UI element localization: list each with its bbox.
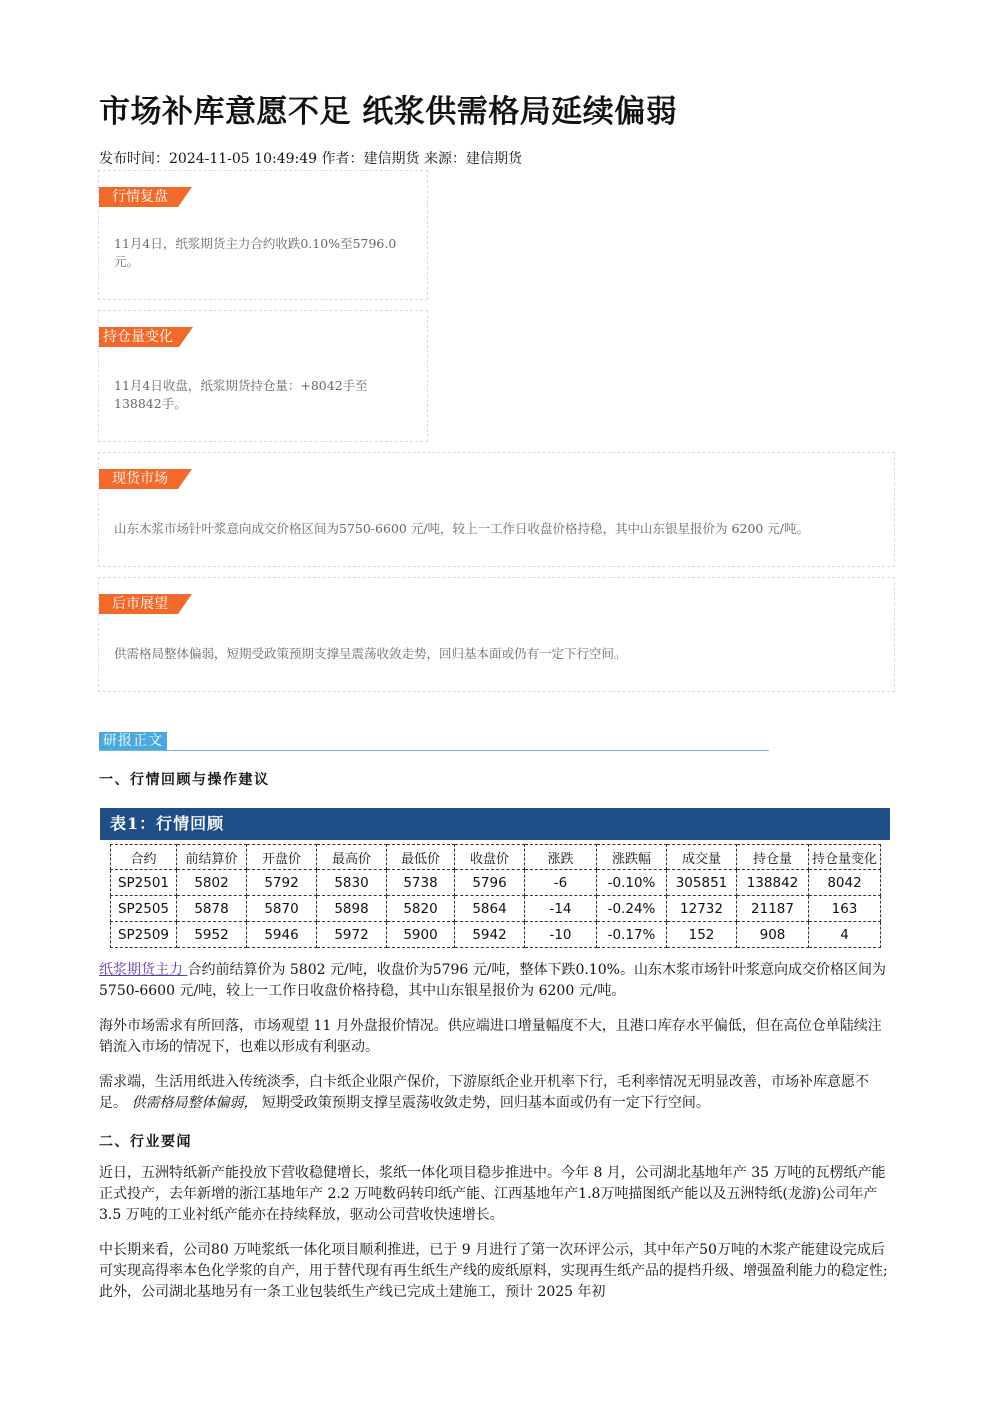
article-meta: 发布时间：2024-11-05 10:49:49 作者：建信期货 来源：建信期货: [99, 151, 522, 167]
table-caption: 表1：行情回顾: [100, 808, 890, 840]
table-row: [111, 870, 881, 896]
table-cell: 8042: [809, 870, 881, 896]
header-contract: 合约: [111, 845, 177, 870]
table-cell: 5796: [455, 870, 525, 896]
table-cell: 5870: [247, 896, 317, 922]
table-row: [111, 922, 881, 948]
header-oi-change: 持仓量变化: [809, 845, 881, 870]
table-cell: 5878: [177, 896, 247, 922]
header-change-pct: 涨跌幅: [597, 845, 667, 870]
table-cell: -0.24%: [597, 896, 667, 922]
summary-box-market-review: [98, 170, 428, 300]
table-cell: 5820: [387, 896, 455, 922]
summary-text-outlook: 供需格局整体偏弱，短期受政策预期支撑呈震荡收敛走势，回归基本面或仍有一定下行空间。: [114, 646, 627, 661]
table-cell: 5952: [177, 922, 247, 948]
paragraph-demand: [99, 1072, 891, 1114]
header-close: 收盘价: [455, 845, 525, 870]
table-cell: 152: [667, 922, 737, 948]
paragraph-industry-news-1: 近日，五洲特纸新产能投放下营收稳健增长，浆纸一体化项目稳步推进中。今年 8 月，公司湖北基地年产 35 万吨的瓦楞纸产能正式投产，去年新增的浙江基地年产 2.2 万吨数码转印纸产能、江西基地年产1.8万吨描图纸产能以及五洲特纸(龙游)公司年产3.5 万吨的工业衬纸产能亦在持续释放，驱动公司营收快速增长。: [99, 1165, 886, 1223]
quotes-table: [110, 844, 881, 948]
header-volume: 成交量: [667, 845, 737, 870]
table-row: [111, 896, 881, 922]
table-cell: 5946: [247, 922, 317, 948]
summary-box-outlook: [98, 577, 895, 692]
table-cell: SP2501: [111, 870, 177, 896]
table-cell: 5898: [317, 896, 387, 922]
section2-title: 二、行业要闻: [99, 1134, 192, 1150]
paragraph-industry-news-2: 中长期来看，公司80 万吨浆纸一体化项目顺利推进，已于 9 月进行了第一次环评公示，其中年产50万吨的木浆产能建设完成后可实现高得率本色化学浆的自产，用于替代现有再生纸生产线的废纸原料，实现再生纸产品的提档升级、增强盈利能力的稳定性;此外，公司湖北基地另有一条工业包装纸生产线已完成土建施工，预计 2025 年初: [99, 1242, 888, 1300]
header-low: 最低价: [387, 845, 455, 870]
table-cell: 305851: [667, 870, 737, 896]
header-change: 涨跌: [525, 845, 597, 870]
summary-text-spot-market: 山东木浆市场针叶浆意向成交价格区间为5750-6600 元/吨，较上一工作日收盘价格持稳，其中山东银星报价为 6200 元/吨。: [114, 521, 810, 536]
table-cell: 908: [737, 922, 809, 948]
table-cell: -10: [525, 922, 597, 948]
header-open-interest: 持仓量: [737, 845, 809, 870]
table-cell: 4: [809, 922, 881, 948]
summary-tag-spot-market: 现货市场: [99, 469, 178, 489]
table-cell: -0.10%: [597, 870, 667, 896]
table-cell: 5792: [247, 870, 317, 896]
table-cell: 5802: [177, 870, 247, 896]
summary-box-spot-market: [98, 452, 895, 567]
pulp-futures-link[interactable]: 纸浆期货主力: [99, 962, 188, 978]
table-cell: 163: [809, 896, 881, 922]
header-high: 最高价: [317, 845, 387, 870]
table-cell: SP2509: [111, 922, 177, 948]
section1-title: 一、行情回顾与操作建议: [99, 772, 270, 788]
paragraph-supply: 海外市场需求有所回落，市场观望 11 月外盘报价情况。供应端进口增量幅度不大，且港口库存水平偏低，但在高位仓单陆续注销流入市场的情况下，也难以形成有利驱动。: [99, 1018, 882, 1055]
paragraph-demand-tail: 短期受政策预期支撑呈震荡收敛走势，回归基本面或仍有一定下行空间。: [257, 1095, 710, 1111]
summary-tag-open-interest: 持仓量变化: [99, 327, 179, 347]
table-cell: 5972: [317, 922, 387, 948]
header-prev-settle: 前结算价: [177, 845, 247, 870]
table-cell: 138842: [737, 870, 809, 896]
table-cell: 21187: [737, 896, 809, 922]
table-cell: 12732: [667, 896, 737, 922]
table-cell: -14: [525, 896, 597, 922]
table-header-row: [111, 845, 881, 870]
table-cell: 5830: [317, 870, 387, 896]
table-cell: 5900: [387, 922, 455, 948]
table-cell: 5738: [387, 870, 455, 896]
table-cell: -6: [525, 870, 597, 896]
paragraph-summary-text: 合约前结算价为 5802 元/吨，收盘价为5796 元/吨，整体下跌0.10%。山东木浆市场针叶浆意向成交价格区间为5750-6600 元/吨，较上一工作日收盘价格持稳，其中山东银星报价为 6200 元/吨。: [99, 962, 886, 999]
summary-tag-market-review: 行情复盘: [99, 187, 178, 207]
report-body-divider: [99, 750, 769, 751]
report-body-tag: 研报正文: [99, 732, 167, 751]
summary-text-market-review: 11月4日，纸浆期货主力合约收跌0.10%至5796.0元。: [114, 236, 397, 269]
table-cell: -0.17%: [597, 922, 667, 948]
table-cell: 5864: [455, 896, 525, 922]
summary-tag-outlook: 后市展望: [99, 594, 178, 614]
paragraph-summary: [99, 960, 891, 1002]
header-open: 开盘价: [247, 845, 317, 870]
article-title: 市场补库意愿不足 纸浆供需格局延续偏弱: [99, 94, 678, 130]
summary-box-open-interest: [98, 310, 428, 442]
table-cell: 5942: [455, 922, 525, 948]
paragraph-demand-italic: 供需格局整体偏弱，: [131, 1095, 258, 1111]
paragraph-demand-text: 需求端，生活用纸进入传统淡季，白卡纸企业限产保价，下游原纸企业开机率下行，毛利率情况无明显改善，市场补库意愿不足。: [99, 1074, 869, 1111]
table-cell: SP2505: [111, 896, 177, 922]
summary-text-open-interest: 11月4日收盘，纸浆期货持仓量：+8042手至138842手。: [114, 378, 368, 411]
